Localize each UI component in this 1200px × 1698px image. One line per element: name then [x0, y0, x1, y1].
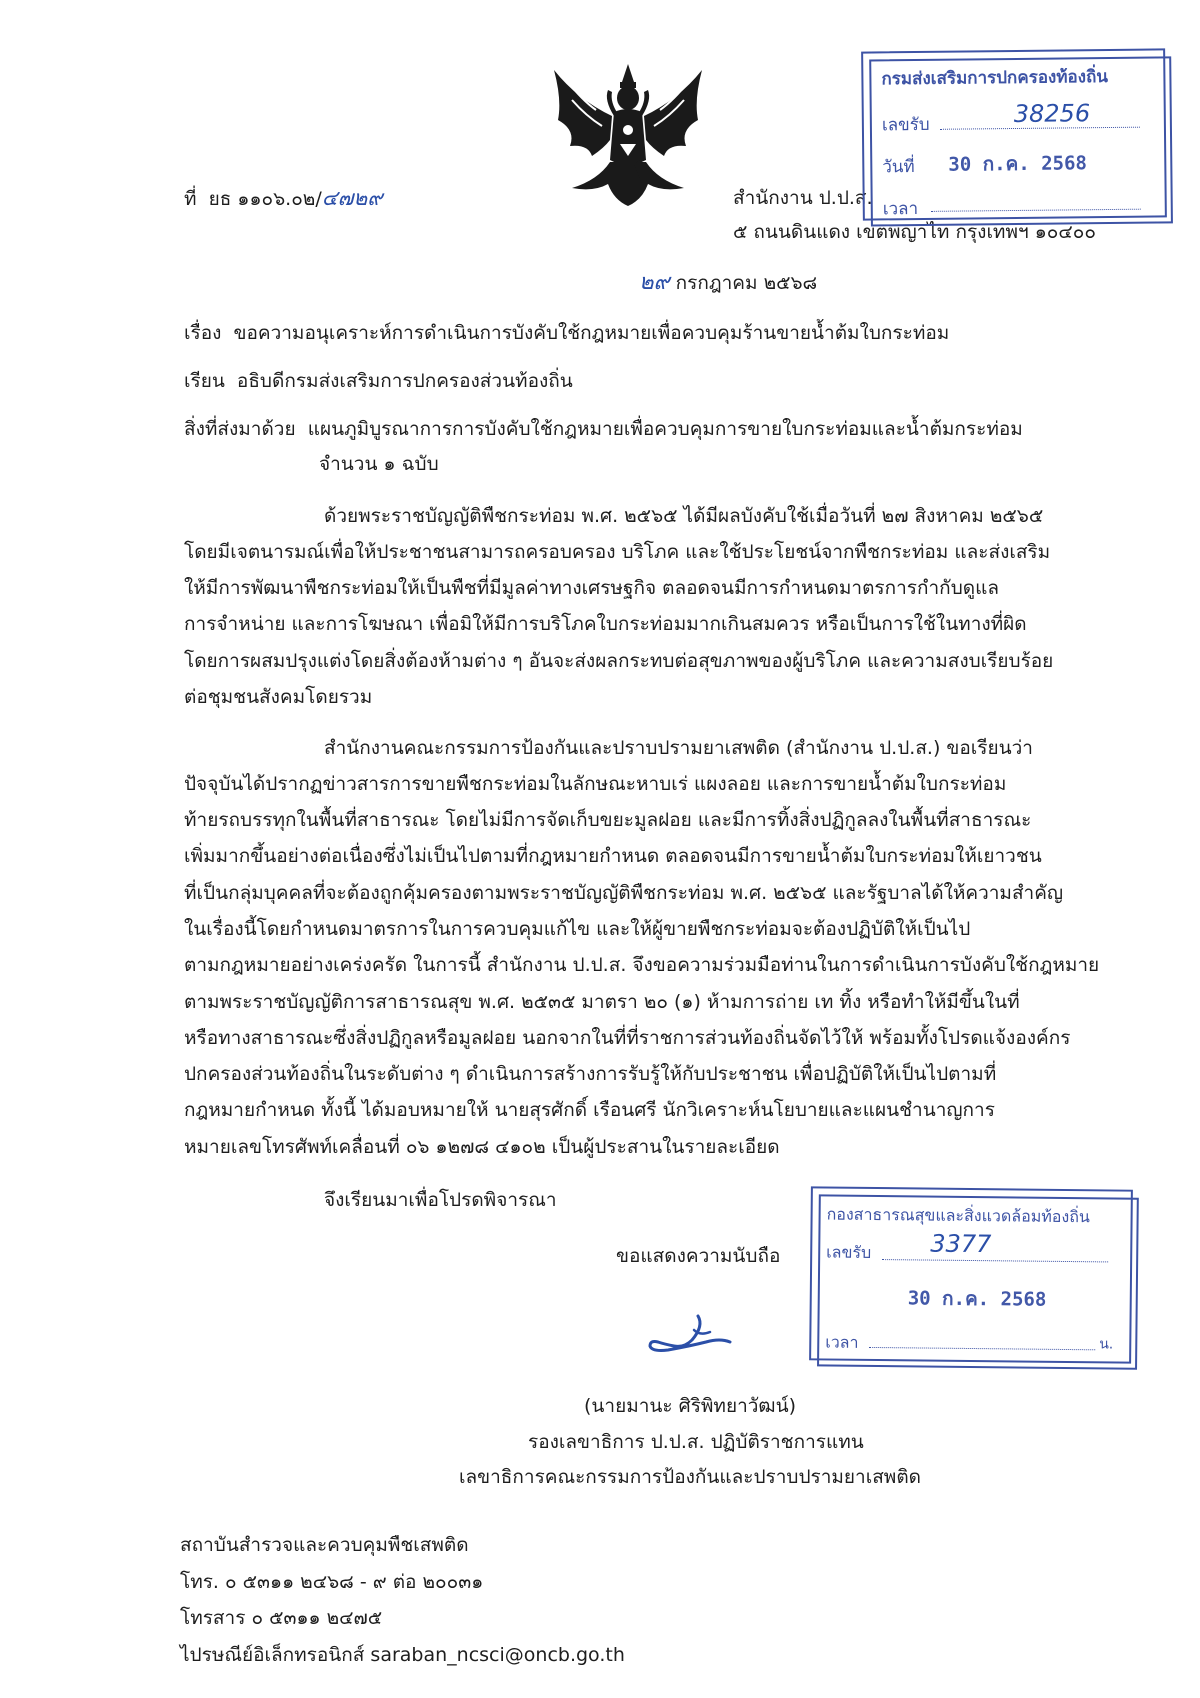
- footer-telephone: โทร. ๐ ๕๓๑๑ ๒๔๖๘ - ๙ ต่อ ๒๐๐๓๑: [180, 1571, 484, 1593]
- paragraph-2-line: หรือทางสาธารณะซึ่งสิ่งปฏิกูลหรือมูลฝอย นอกจากในที่ที่ราชการส่วนท้องถิ่นจัดไว้ให้ พร้อมทั้งโปรดแจ้งองค์กร: [184, 1027, 1071, 1049]
- paragraph-2-line: ท้ายรถบรรทุกในพื้นที่สาธารณะ โดยไม่มีการจัดเก็บขยะมูลฝอย และมีการทิ้งสิ่งปฏิกูลลงในพื้นที่สาธารณะ: [184, 809, 1032, 831]
- stamp-bottom-time-dotline: [869, 1347, 1095, 1350]
- paragraph-1-line: การจำหน่าย และการโฆษณา เพื่อมิให้มีการบริโภคใบกระท่อมมากเกินสมควร หรือเป็นการใช้ในทางที่ผิด: [184, 613, 1027, 635]
- closing-regards: ขอแสดงความนับถือ: [616, 1245, 781, 1267]
- office-address: ๕ ถนนดินแดง เขตพญาไท กรุงเทพฯ ๑๐๔๐๐: [733, 221, 1096, 243]
- stamp-top-time-dotline: [931, 209, 1141, 212]
- reference-number: [184, 184, 383, 213]
- enclosure-line: [184, 415, 1023, 443]
- subject-line: [184, 319, 949, 347]
- letter-date: [639, 269, 817, 297]
- stamp-bottom-org: กองสาธารณสุขและสิ่งแวดล้อมท้องถิ่น: [826, 1204, 1090, 1227]
- paragraph-2-line: ตามกฎหมายอย่างเคร่งครัด ในการนี้ สำนักงาน ป.ป.ส. จึงขอความร่วมมือท่านในการดำเนินการบังคับใช้กฎหมาย: [184, 954, 1100, 976]
- paragraph-2-line: ในเรื่องนี้โดยกำหนดมาตรการในการควบคุมแก้ไข และให้ผู้ขายพืชกระท่อมจะต้องปฏิบัติให้เป็นไป: [184, 918, 971, 940]
- paragraph-2-line: กฎหมายกำหนด ทั้งนี้ ได้มอบหมายให้ นายสุรศักดิ์ เรือนศรี นักวิเคราะห์นโยบายและแผนชำนาญการ: [184, 1099, 995, 1121]
- paragraph-2-line: หมายเลขโทรศัพท์เคลื่อนที่ ๐๖ ๑๒๗๘ ๔๑๐๒ เป็นผู้ประสานในรายละเอียด: [184, 1136, 780, 1158]
- closing-request: จึงเรียนมาเพื่อโปรดพิจารณา: [324, 1189, 557, 1211]
- reference-code: ยธ ๑๑๐๖.๐๒/: [208, 188, 322, 210]
- stamp-top-date-value: 30 ก.ค. 2568: [948, 152, 1088, 176]
- receipt-stamp-top: [861, 48, 1167, 220]
- paragraph-1-line: โดยการผสมปรุงแต่งโดยสิ่งต้องห้ามต่าง ๆ อันจะส่งผลกระทบต่อสุขภาพของผู้บริโภค และความสงบเรียบร้อย: [184, 650, 1054, 672]
- stamp-top-date-label: วันที่: [882, 157, 915, 178]
- garuda-emblem-icon: [548, 60, 708, 210]
- date-month-year: กรกฎาคม ๒๕๖๘: [675, 272, 818, 294]
- subject-label: เรื่อง: [184, 322, 222, 344]
- paragraph-2-line: ปกครองส่วนท้องถิ่นในระดับต่าง ๆ ดำเนินการสร้างการรับรู้ให้กับประชาชน เพื่อปฏิบัติให้เป็นไปตามที่: [184, 1063, 997, 1085]
- stamp-bottom-recv-label: เลขรับ: [826, 1242, 872, 1262]
- receipt-stamp-bottom: [809, 1186, 1133, 1363]
- stamp-bottom-recv-number: 3377: [930, 1229, 992, 1259]
- stamp-top-org: กรมส่งเสริมการปกครองท้องถิ่น: [881, 67, 1109, 90]
- stamp-bottom-time-label: เวลา: [825, 1332, 859, 1352]
- paragraph-2-line: ปัจจุบันได้ปรากฏข่าวสารการขายพืชกระท่อมในลักษณะหาบเร่ แผงลอย และการขายน้ำต้มใบกระท่อม: [184, 773, 1007, 795]
- enclosure-label: สิ่งที่ส่งมาด้วย: [184, 418, 296, 440]
- signatory-position-2: เลขาธิการคณะกรรมการป้องกันและปราบปรามยาเสพติด: [459, 1466, 922, 1488]
- reference-label: ที่: [184, 188, 197, 210]
- footer-department: สถาบันสำรวจและควบคุมพืชเสพติด: [180, 1534, 469, 1556]
- paragraph-2-line: เพิ่มมากขึ้นอย่างต่อเนื่องซึ่งไม่เป็นไปตามที่กฎหมายกำหนด ตลอดจนมีการขายน้ำต้มใบกระท่อมให้เยาวชน: [184, 845, 1042, 867]
- paragraph-1-line: ต่อชุมชนสังคมโดยรวม: [184, 686, 373, 708]
- paragraph-2-line: ที่เป็นกลุ่มบุคคลที่จะต้องถูกคุ้มครองตามพระราชบัญญัติพืชกระท่อม พ.ศ. ๒๕๖๕ และรัฐบาลได้ให้ความสำคัญ: [184, 882, 1064, 904]
- recipient-line: [184, 367, 573, 395]
- footer-fax: โทรสาร ๐ ๕๓๑๑ ๒๔๗๕: [180, 1607, 383, 1629]
- stamp-top-time-label: เวลา: [882, 199, 919, 220]
- recipient-label: เรียน: [184, 370, 225, 392]
- paragraph-2-line: สำนักงานคณะกรรมการป้องกันและปราบปรามยาเสพติด (สำนักงาน ป.ป.ส.) ขอเรียนว่า: [324, 737, 1033, 759]
- stamp-top-recv-label: เลขรับ: [881, 114, 930, 136]
- stamp-bottom-time-suffix: น.: [1099, 1336, 1114, 1353]
- recipient-text: อธิบดีกรมส่งเสริมการปกครองส่วนท้องถิ่น: [236, 370, 573, 392]
- stamp-bottom-recv-dotline: [882, 1259, 1108, 1262]
- enclosure-text: แผนภูมิบูรณาการการบังคับใช้กฎหมายเพื่อควบคุมการขายใบกระท่อมและน้ำต้มกระท่อม: [307, 418, 1023, 440]
- stamp-bottom-date-value: 30 ก.ค. 2568: [907, 1287, 1047, 1311]
- subject-text: ขอความอนุเคราะห์การดำเนินการบังคับใช้กฎหมายเพื่อควบคุมร้านขายน้ำต้มใบกระท่อม: [233, 322, 950, 344]
- signature-icon: [644, 1312, 736, 1358]
- signatory-name: (นายมานะ ศิริพิทยาวัฒน์): [584, 1395, 796, 1417]
- date-day-handwritten: ๒๙: [639, 270, 670, 295]
- paragraph-1-line: โดยมีเจตนารมณ์เพื่อให้ประชาชนสามารถครอบครอง บริโภค และใช้ประโยชน์จากพืชกระท่อม และส่งเสริม: [184, 541, 1051, 563]
- paragraph-2-line: ตามพระราชบัญญัติการสาธารณสุข พ.ศ. ๒๕๓๕ มาตรา ๒๐ (๑) ห้ามการถ่าย เท ทิ้ง หรือทำให้มีขึ้นในที่: [184, 991, 1020, 1013]
- footer-email: ไปรษณีย์อิเล็กทรอนิกส์ saraban_ncsci@oncb.go.th: [180, 1644, 625, 1666]
- signatory-position-1: รองเลขาธิการ ป.ป.ส. ปฏิบัติราชการแทน: [528, 1431, 864, 1453]
- enclosure-quantity: จำนวน ๑ ฉบับ: [319, 453, 439, 475]
- paragraph-1-line: ด้วยพระราชบัญญัติพืชกระท่อม พ.ศ. ๒๕๖๕ ได้มีผลบังคับใช้เมื่อวันที่ ๒๗ สิงหาคม ๒๕๖๕: [324, 505, 1044, 527]
- paragraph-1-line: ให้มีการพัฒนาพืชกระท่อมให้เป็นพืชที่มีมูลค่าทางเศรษฐกิจ ตลอดจนมีการกำหนดมาตรการกำกับดูแล: [184, 577, 999, 599]
- office-name: สำนักงาน ป.ป.ส.: [733, 187, 873, 209]
- reference-handwritten-number: ๔๗๒๙: [321, 186, 383, 210]
- stamp-top-recv-number: 38256: [1013, 99, 1091, 129]
